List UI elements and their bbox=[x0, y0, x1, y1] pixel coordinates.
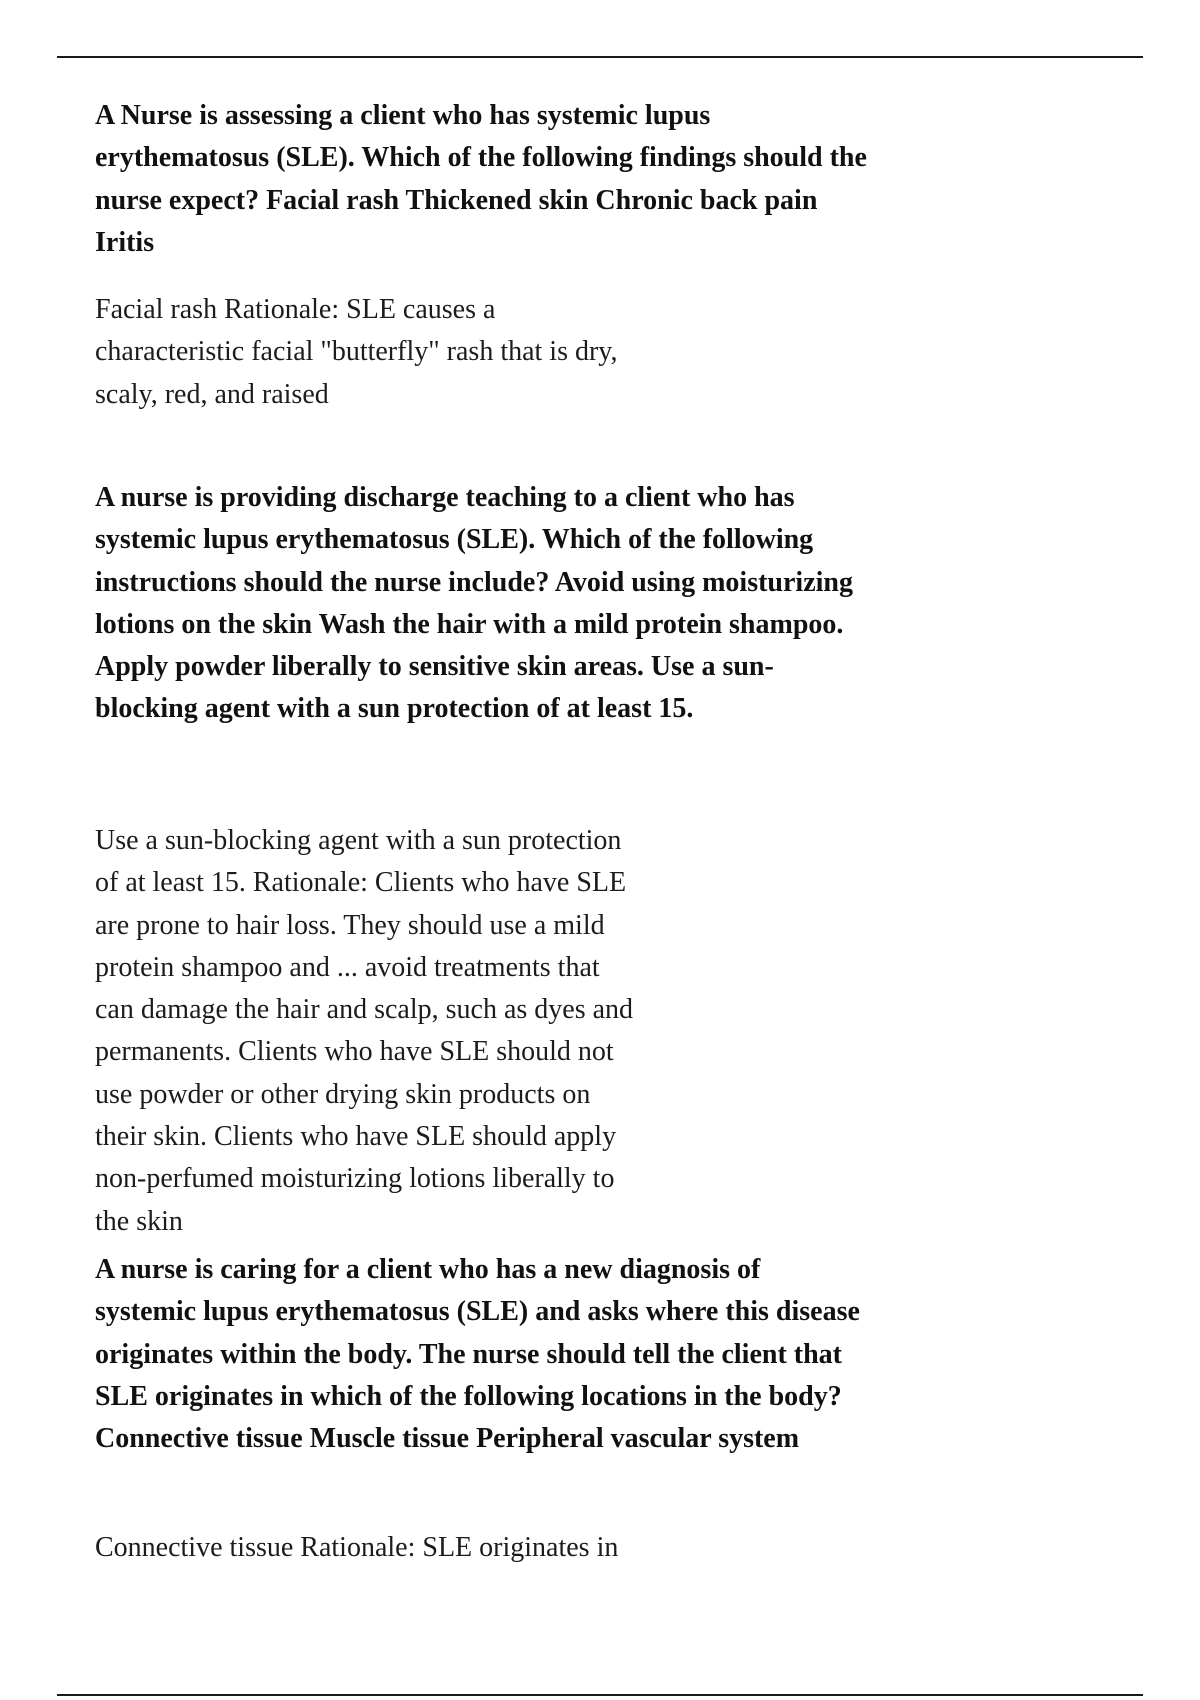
question-3: A nurse is caring for a client who has a new diagnosis of systemic lupus erythematosus (SLE) and asks where this disease originates within the body. The nurse should tell the client that SLE originates in which of the following locations in the body? Connective tissue Muscle tissue Peripheral vascular system bbox=[95, 1254, 860, 1455]
answer-2: Use a sun-blocking agent with a sun protection of at least 15. Rationale: Clients who have SLE are prone to hair loss. They should use a mild protein shampoo and ... avoid treatments that can damage the hair and scalp, such as dyes and permanents. Clients who have SLE should not use powder or other drying skin products on their skin. Clients who have SLE should apply non-perfumed moisturizing lotions liberally to the skin bbox=[95, 825, 634, 1237]
question-2: A nurse is providing discharge teaching to a client who has systemic lupus erythematosus (SLE). Which of the following instructions should the nurse include? Avoid using moisturizing lotions on the skin Wash the hair with a mild protein shampoo. Apply powder liberally to sensitive skin areas. Use a sun- blocking agent with a sun protection of at least 15. bbox=[95, 482, 853, 725]
question-1: A Nurse is assessing a client who has systemic lupus erythematosus (SLE). Which of the following findings should the nurse expect? Facial rash Thickened skin Chronic back pain Iritis bbox=[95, 100, 867, 258]
bottom-divider bbox=[57, 1694, 1143, 1696]
answer-1: Facial rash Rationale: SLE causes a characteristic facial "butterfly" rash that is dry, scaly, red, and raised bbox=[95, 294, 618, 410]
answer-3: Connective tissue Rationale: SLE originates in bbox=[95, 1532, 619, 1563]
top-divider bbox=[57, 56, 1143, 58]
